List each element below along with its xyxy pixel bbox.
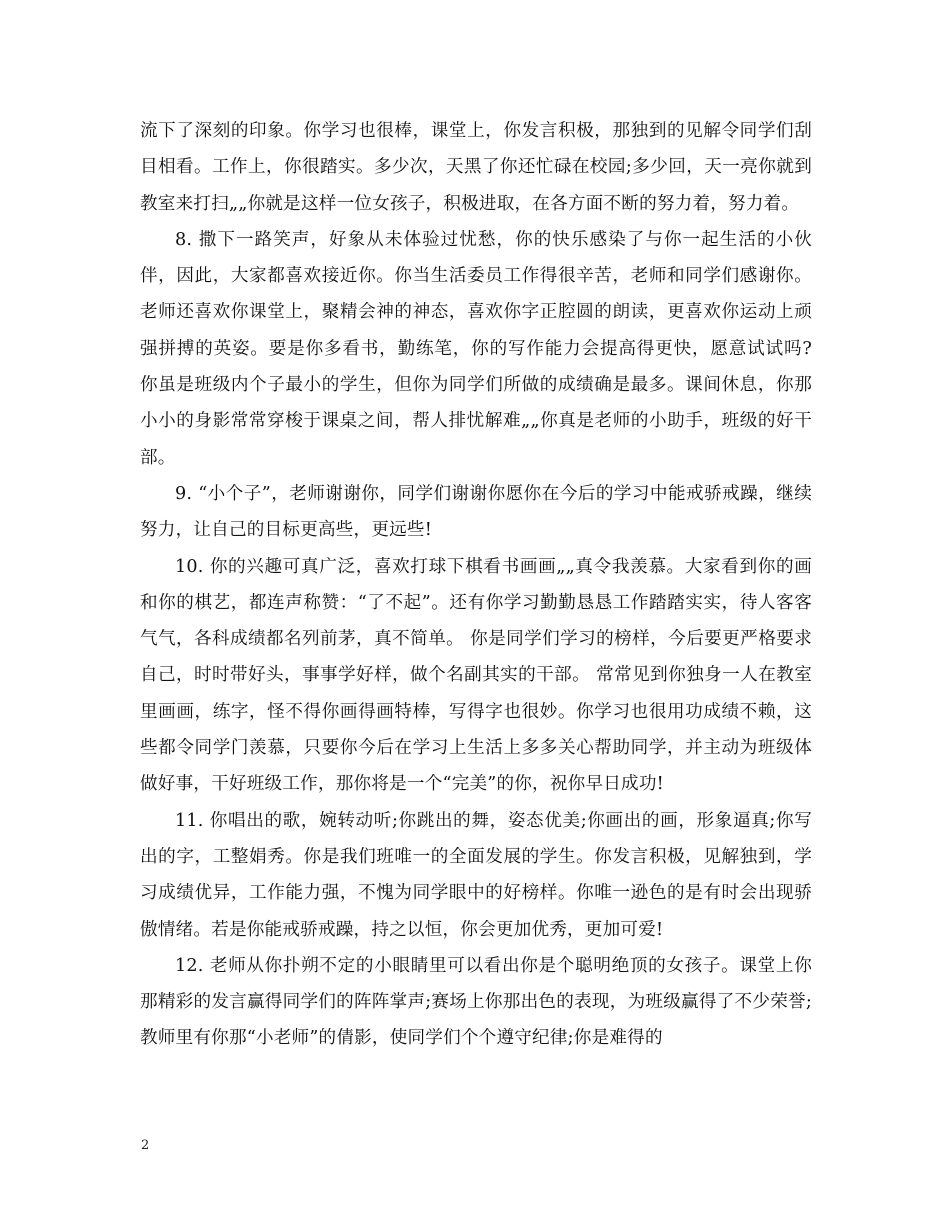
paragraph-9: 9. “小个子”，老师谢谢你，同学们谢谢你愿你在今后的学习中能戒骄戒躁，继续努力，让自己的目标更高些，更远些! [140, 483, 812, 541]
paragraph-continuation: 流下了深刻的印象。你学习也很棒，课堂上，你发言积极，那独到的见解令同学们刮目相看。工作上，你很踏实。多少次，天黑了你还忙碌在校园;多少回，天一亮你就到教室来打扫„„你就是这样一位女孩子，积极进取，在各方面不断的努力着，努力着。 [140, 121, 812, 214]
paragraph-10: 10. 你的兴趣可真广泛，喜欢打球下棋看书画画„„真令我羡慕。大家看到你的画和你的棋艺，都连声称赞：“了不起”。还有你学习勤勤恳恳工作踏踏实实，待人客客气气，各科成绩都名列前茅，真不简单。 你是同学们学习的榜样，今后要更严格要求自己，时时带好头，事事学好样，做个名副其实的干部。 常常见到你独身一人在教室里画画，练字，怪不得你画得画特棒，写得字也很妙。你学习也很用功成绩不赖，这些都令同学门羡慕，只要你今后在学习上生活上多多关心帮助同学，并主动为班级体做好事，干好班级工作，那你将是一个“完美”的你，祝你早日成功! [140, 556, 812, 795]
document-body [140, 113, 812, 1057]
paragraph-12: 12. 老师从你扑朔不定的小眼睛里可以看出你是个聪明绝顶的女孩子。课堂上你那精彩的发言赢得同学们的阵阵掌声;赛场上你那出色的表现，为班级赢得了不少荣誉;教师里有你那“小老师”的倩影，使同学们个个遵守纪律;你是难得的 [140, 955, 812, 1049]
paragraph-11: 11. 你唱出的歌，婉转动听;你跳出的舞，姿态优美;你画出的画，形象逼真;你写出的字，工整娟秀。你是我们班唯一的全面发展的学生。你发言积极，见解独到，学习成绩优异，工作能力强，不愧为同学眼中的好榜样。你唯一逊色的是有时会出现骄傲情绪。若是你能戒骄戒躁，持之以恒，你会更加优秀，更加可爱! [140, 810, 812, 940]
page-number: 2 [141, 1138, 150, 1153]
paragraph-8: 8. 撒下一路笑声，好象从未体验过忧愁，你的快乐感染了与你一起生活的小伙伴，因此，大家都喜欢接近你。你当生活委员工作得很辛苦，老师和同学们感谢你。老师还喜欢你课堂上，聚精会神的神态，喜欢你字正腔圆的朗读，更喜欢你运动上顽强拼搏的英姿。要是你多看书，勤练笔，你的写作能力会提高得更快，愿意试试吗? 你虽是班级内个子最小的学生，但你为同学们所做的成绩确是最多。课间休息，你那小小的身影常常穿梭于课桌之间，帮人排忧解难„„你真是老师的小助手，班级的好干部。 [140, 229, 812, 468]
